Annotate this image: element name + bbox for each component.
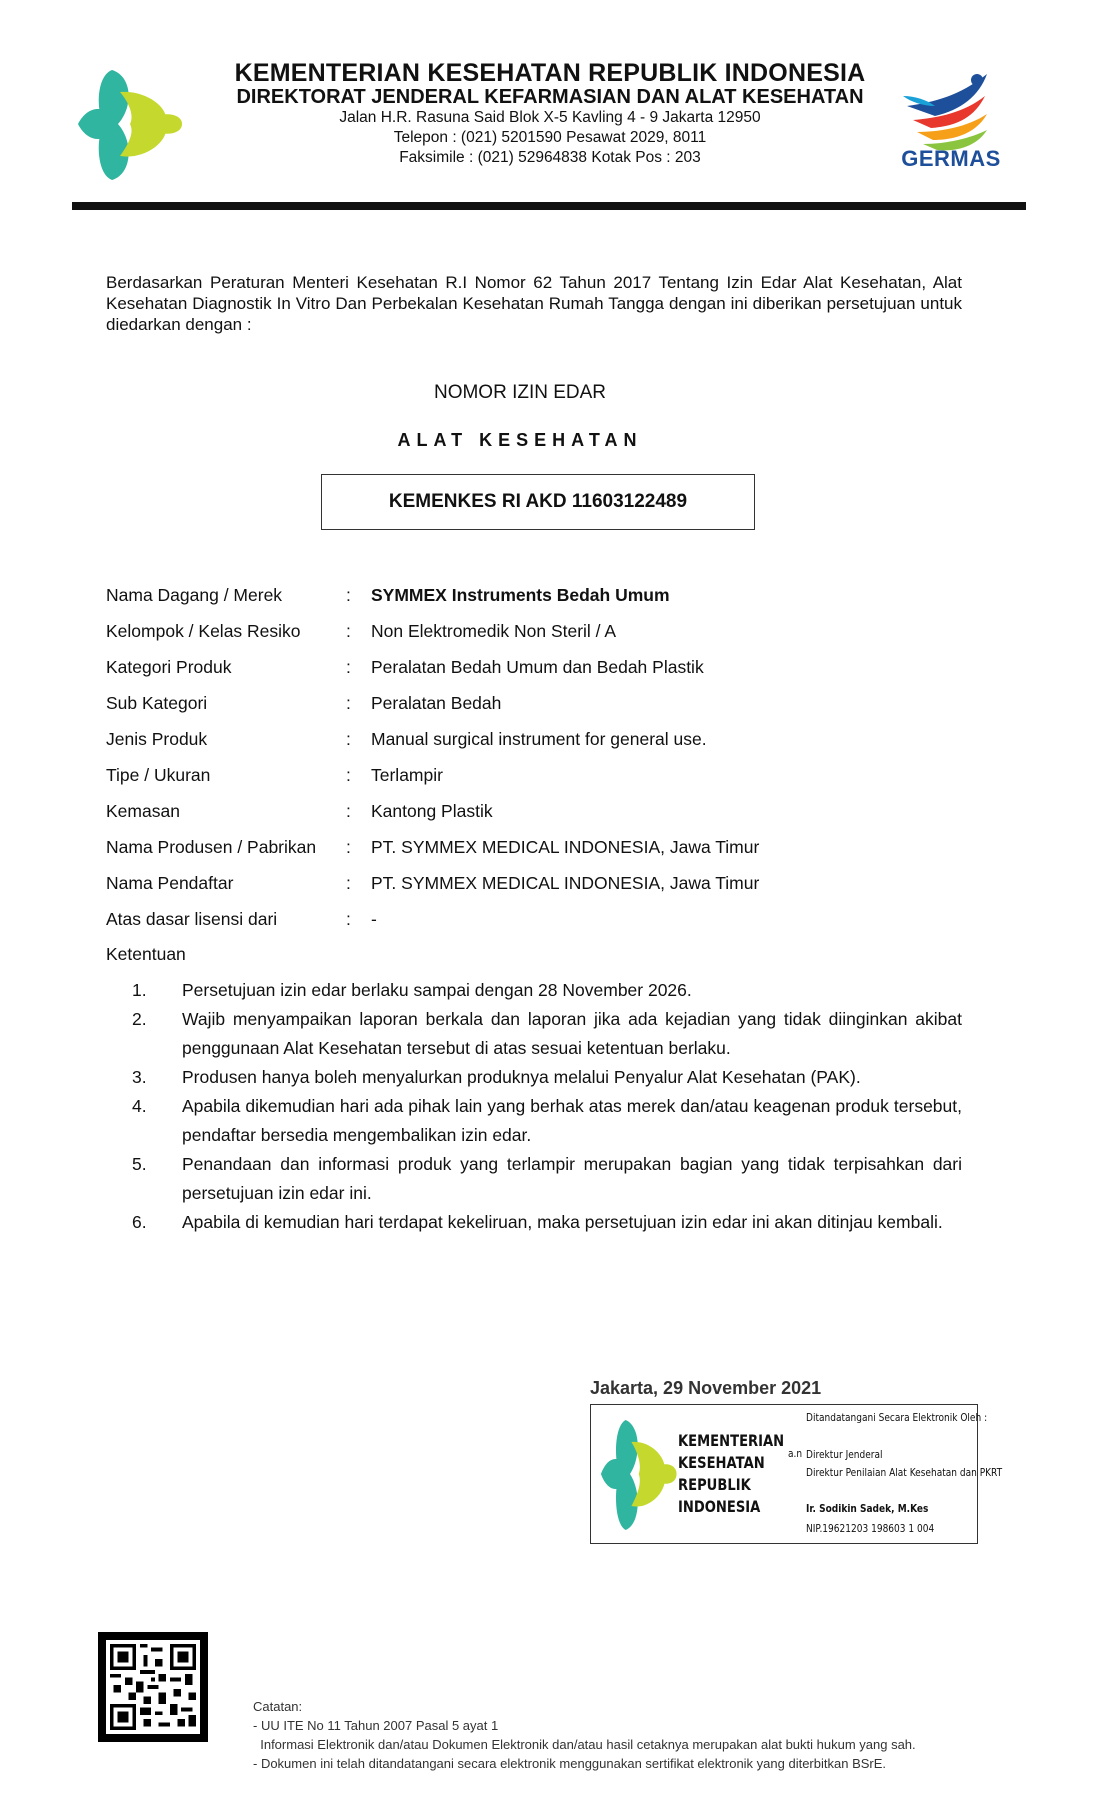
ministry-name: KEMENTERIAN KESEHATAN REPUBLIK INDONESIA — [234, 59, 866, 87]
term-text: Apabila di kemudian hari terdapat kekeliruan, maka persetujuan izin edar ini akan ditinjau kembali. — [182, 1212, 943, 1232]
field-colon: : — [346, 873, 351, 893]
field-colon: : — [346, 621, 351, 641]
org-line: INDONESIA — [678, 1497, 761, 1516]
term-number: 5. — [132, 1154, 147, 1174]
note-line: - Dokumen ini telah ditandatangani secara elektronik menggunakan sertifikat elektronik yang diterbitkan BSrE. — [253, 1756, 887, 1771]
signature-date: Jakarta, 29 November 2021 — [590, 1378, 822, 1398]
field-colon: : — [346, 729, 351, 749]
field-colon: : — [346, 585, 351, 605]
term-text: Penandaan dan informasi produk yang terlampir merupakan bagian yang tidak terpisahkan dari persetujuan izin edar ini. — [182, 1154, 962, 1203]
field-row — [106, 656, 1006, 692]
field-colon: : — [346, 909, 351, 929]
term-text: Persetujuan izin edar berlaku sampai dengan 28 November 2026. — [182, 980, 692, 1000]
field-colon: : — [346, 657, 351, 677]
list-item — [106, 1063, 962, 1092]
field-label: Kelompok / Kelas Resiko — [106, 621, 301, 641]
permit-number: KEMENKES RI AKD 11603122489 — [388, 491, 688, 512]
note-line: - UU ITE No 11 Tahun 2007 Pasal 5 ayat 1 — [253, 1718, 499, 1733]
terms-list — [106, 976, 962, 1237]
term-number: 2. — [132, 1009, 147, 1029]
field-value: Kantong Plastik — [371, 801, 493, 821]
header-divider — [72, 202, 1026, 210]
term-number: 4. — [132, 1096, 147, 1116]
field-value: - — [371, 909, 377, 929]
field-label: Sub Kategori — [106, 693, 208, 713]
term-text: Apabila dikemudian hari ada pihak lain yang berhak atas merek dan/atau keagenan produk tersebut, pendaftar bersedia mengembalikan izin edar. — [182, 1096, 962, 1145]
term-number: 1. — [132, 980, 147, 1000]
org-line: REPUBLIK — [678, 1475, 751, 1494]
field-row — [106, 620, 1006, 656]
footnotes — [253, 1697, 1043, 1773]
field-label: Jenis Produk — [106, 729, 208, 749]
category-heading: ALAT KESEHATAN — [397, 430, 643, 450]
signer-title-sub: Direktur Penilaian Alat Kesehatan dan PKRT — [806, 1466, 1003, 1479]
field-value: SYMMEX Instruments Bedah Umum — [371, 585, 670, 605]
terms-heading: Ketentuan — [106, 944, 186, 964]
org-line: KESEHATAN — [678, 1453, 765, 1472]
permit-heading: NOMOR IZIN EDAR — [433, 382, 607, 403]
ministry-logo-icon — [598, 1416, 678, 1534]
intro-paragraph: Berdasarkan Peraturan Menteri Kesehatan R.I Nomor 62 Tahun 2017 Tentang Izin Edar Alat Kesehatan, Alat Kesehatan Diagnostik In Vitro Dan Perbekalan Kesehatan Rumah Tangga dengan ini diberikan persetujuan untuk diedarkan dengan : — [106, 273, 962, 334]
field-colon: : — [346, 765, 351, 785]
list-item — [106, 1092, 962, 1150]
field-row — [106, 872, 1006, 908]
note-line: Informasi Elektronik dan/atau Dokumen Elektronik dan/atau hasil cetaknya merupakan alat bukti hukum yang sah. — [253, 1737, 916, 1752]
signer-name: Ir. Sodikin Sadek, M.Kes — [806, 1502, 929, 1515]
qr-code-icon — [98, 1632, 208, 1742]
field-row — [106, 836, 1006, 872]
field-label: Nama Pendaftar — [106, 873, 234, 893]
field-row — [106, 692, 1006, 728]
signer-title: Direktur Jenderal — [806, 1448, 883, 1461]
list-item — [106, 1005, 962, 1063]
field-colon: : — [346, 801, 351, 821]
field-value: Non Elektromedik Non Steril / A — [371, 621, 617, 641]
field-value: PT. SYMMEX MEDICAL INDONESIA, Jawa Timur — [371, 837, 760, 857]
field-label: Kemasan — [106, 801, 180, 821]
field-label: Kategori Produk — [106, 657, 232, 677]
field-value: Peralatan Bedah — [371, 693, 502, 713]
org-line: KEMENTERIAN — [678, 1431, 785, 1450]
term-text: Wajib menyampaikan laporan berkala dan laporan jika ada kejadian yang tidak diinginkan akibat penggunaan Alat Kesehatan tersebut di atas sesuai ketentuan berlaku. — [182, 1009, 962, 1058]
field-row — [106, 908, 1006, 944]
signer-nip: NIP.19621203 198603 1 004 — [806, 1522, 935, 1535]
letterhead — [200, 60, 900, 168]
field-row — [106, 800, 1006, 836]
field-label: Tipe / Ukuran — [106, 765, 211, 785]
signature-org — [678, 1430, 784, 1518]
fax: Faksimile : (021) 52964838 Kotak Pos : 203 — [399, 149, 701, 166]
directorate-name: DIREKTORAT JENDERAL KEFARMASIAN DAN ALAT KESEHATAN — [236, 86, 864, 108]
list-item — [106, 1150, 962, 1208]
field-colon: : — [346, 693, 351, 713]
list-item — [106, 1208, 962, 1237]
field-value: Terlampir — [371, 765, 443, 785]
term-number: 3. — [132, 1067, 147, 1087]
term-number: 6. — [132, 1212, 147, 1232]
field-colon: : — [346, 837, 351, 857]
field-label: Nama Produsen / Pabrikan — [106, 837, 317, 857]
field-row — [106, 584, 1006, 620]
phone: Telepon : (021) 5201590 Pesawat 2029, 8011 — [393, 129, 707, 146]
ministry-logo-icon — [74, 66, 184, 184]
germas-wordmark: GERMAS — [901, 146, 1001, 171]
field-row — [106, 728, 1006, 764]
field-label: Nama Dagang / Merek — [106, 585, 283, 605]
list-item — [106, 976, 962, 1005]
field-value: Manual surgical instrument for general use. — [371, 729, 707, 749]
term-text: Produsen hanya boleh menyalurkan produknya melalui Penyalur Alat Kesehatan (PAK). — [182, 1067, 861, 1087]
field-value: Peralatan Bedah Umum dan Bedah Plastik — [371, 657, 704, 677]
field-value: PT. SYMMEX MEDICAL INDONESIA, Jawa Timur — [371, 873, 760, 893]
note-line: Catatan: — [253, 1699, 303, 1714]
permit-number-box — [321, 474, 755, 530]
product-details — [106, 584, 1006, 944]
field-label: Atas dasar lisensi dari — [106, 909, 278, 929]
field-row — [106, 764, 1006, 800]
on-behalf-label: a.n — [788, 1447, 803, 1460]
signed-by-label: Ditandatangani Secara Elektronik Oleh : — [806, 1411, 988, 1424]
address: Jalan H.R. Rasuna Said Blok X-5 Kavling 4 - 9 Jakarta 12950 — [339, 109, 761, 126]
